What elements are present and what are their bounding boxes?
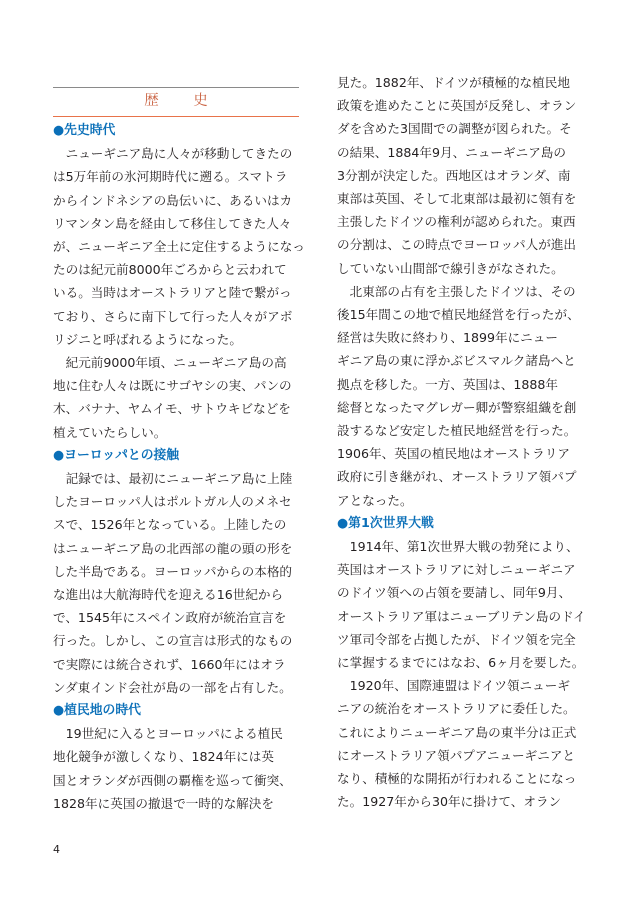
text-line: 拠点を移した。一方、英国は、1888年 [337,376,558,392]
text-line: なり、積極的な開拓が行われることになっ [337,771,577,786]
text-line: 英国はオーストラリアに対しニューギニア [337,562,576,578]
text-line: していない山間部で線引きがなされた。 [337,260,564,276]
section-title: 歴 史 [144,93,218,109]
text-line: からインドネシアの島伝いに、あるいはカ [53,192,293,208]
title-bottom-rule [53,116,299,117]
text-line: で実際には統合されず、1660年にはオラ [53,656,286,672]
page-number: 4 [53,843,60,856]
text-line: 植えていたらしい。 [53,424,167,440]
text-line: いる。当時はオーストラリアと陸で繋がっ [53,285,292,301]
text-line: 政府に引き継がれ、オーストラリア領パプ [337,469,577,485]
text-line: ており、さらに南下して行った人々がアボ [53,308,293,324]
text-line: はニューギニア島の北西部の龍の頭の形を [53,540,293,556]
text-line: リジニと呼ばれるようになった。 [53,331,242,347]
text-line: したヨーロッパ人はポルトガル人のメネセ [53,494,292,510]
section-title-block [53,87,299,117]
text-line: 国とオランダが西側の覇権を巡って衝突、 [53,772,292,788]
text-line: 1828年に英国の撤退で一時的な解決を [53,795,274,811]
text-line: ギニア島の東に浮かぶビスマルク諸島へと [337,353,576,369]
text-line: 地に住む人々は既にサゴヤシの実、パンの [53,378,292,394]
text-line: 1914年、第1次世界大戦の勃発により、 [337,539,579,554]
text-line: 後15年間この地で植民地経営を行ったが、 [337,307,580,322]
text-line: で、1545年にスペイン政府が統治宣言を [53,610,287,626]
text-line: は5万年前の氷河期時代に遡る。スマトラ [53,169,288,185]
text-line: のドイツ領への占領を要請し、同年9月、 [337,585,572,601]
text-line: 見た。1882年、ドイツが積極的な植民地 [337,75,570,90]
text-line: 経営は失敗に終わり、1899年にニュー [337,330,558,346]
text-line: オーストラリア軍はニューブリテン島のドイ [337,608,586,624]
text-line: ニューギニア島に人々が移動してきたの [53,146,293,162]
text-line: ツ軍司令部を占拠したが、ドイツ領を完全 [337,631,576,647]
text-line: 紀元前9000年頃、ニューギニア島の高 [53,355,287,370]
text-line: の分割は、この時点でヨーロッパ人が進出 [337,237,577,253]
text-line: 1906年、英国の植民地はオーストラリア [337,446,570,462]
text-line: ダを含めた3国間での調整が図られた。そ [337,121,572,137]
section-heading: ●先史時代 [53,123,116,138]
text-line: 総督となったマグレガー卿が警察組織を創 [337,399,577,415]
text-line: ンダ東インド会社が島の一部を占有した。 [53,679,292,695]
text-line: 政策を進めたことに英国が反発し、オラン [337,98,577,114]
text-line: 3分割が決定した。西地区はオランダ、南 [337,167,571,183]
text-line: にオーストラリア領パプアニューギニアと [337,747,576,763]
text-line: に掌握するまでにはなお、6ヶ月を要した。 [337,655,585,670]
text-line: 北東部の占有を主張したドイツは、その [337,283,576,299]
text-line: 主張したドイツの権利が認められた。東西 [337,214,576,230]
text-line: 記録では、最初にニューギニア島に上陸 [53,471,293,486]
text-line: リマンタン島を経由して移住してきた人々 [53,215,292,231]
section-heading: ●第1次世界大戦 [337,515,434,531]
text-line: 東部は英国、そして北東部は最初に領有を [337,191,577,206]
text-line: 設するなど安定した植民地経営を行った。 [337,423,577,438]
text-line: スで、1526年となっている。上陸したの [53,517,287,533]
text-line: アとなった。 [337,492,413,508]
text-line: した半島である。ヨーロッパからの本格的 [53,563,293,579]
section-heading: ●ヨーロッパとの接触 [53,447,180,463]
text-line: ニアの統治をオーストラリアに委任した。 [337,701,576,717]
text-line: な進出は大航海時代を迎える16世紀から [53,587,284,602]
text-line: 1920年、国際連盟はドイツ領ニューギ [337,678,570,694]
text-line: これによりニューギニア島の東半分は正式 [337,724,577,740]
text-line: の結果、1884年9月、ニューギニア島の [337,144,566,160]
text-line: 行った。しかし、この宣言は形式的なもの [53,633,293,649]
text-line: 19世紀に入るとヨーロッパによる植民 [53,726,283,742]
text-line: 木、バナナ、ヤムイモ、サトウキビなどを [53,401,291,417]
section-heading: ●植民地の時代 [53,703,141,718]
text-line: 地化競争が激しくなり、1824年には英 [53,749,274,765]
text-line: たのは紀元前8000年ごろからと云われて [53,262,287,278]
text-line: が、ニューギニア全土に定住するようになっ [53,239,305,254]
title-top-rule [53,87,299,88]
text-line: た。1927年から30年に掛けて、オラン [337,794,562,810]
